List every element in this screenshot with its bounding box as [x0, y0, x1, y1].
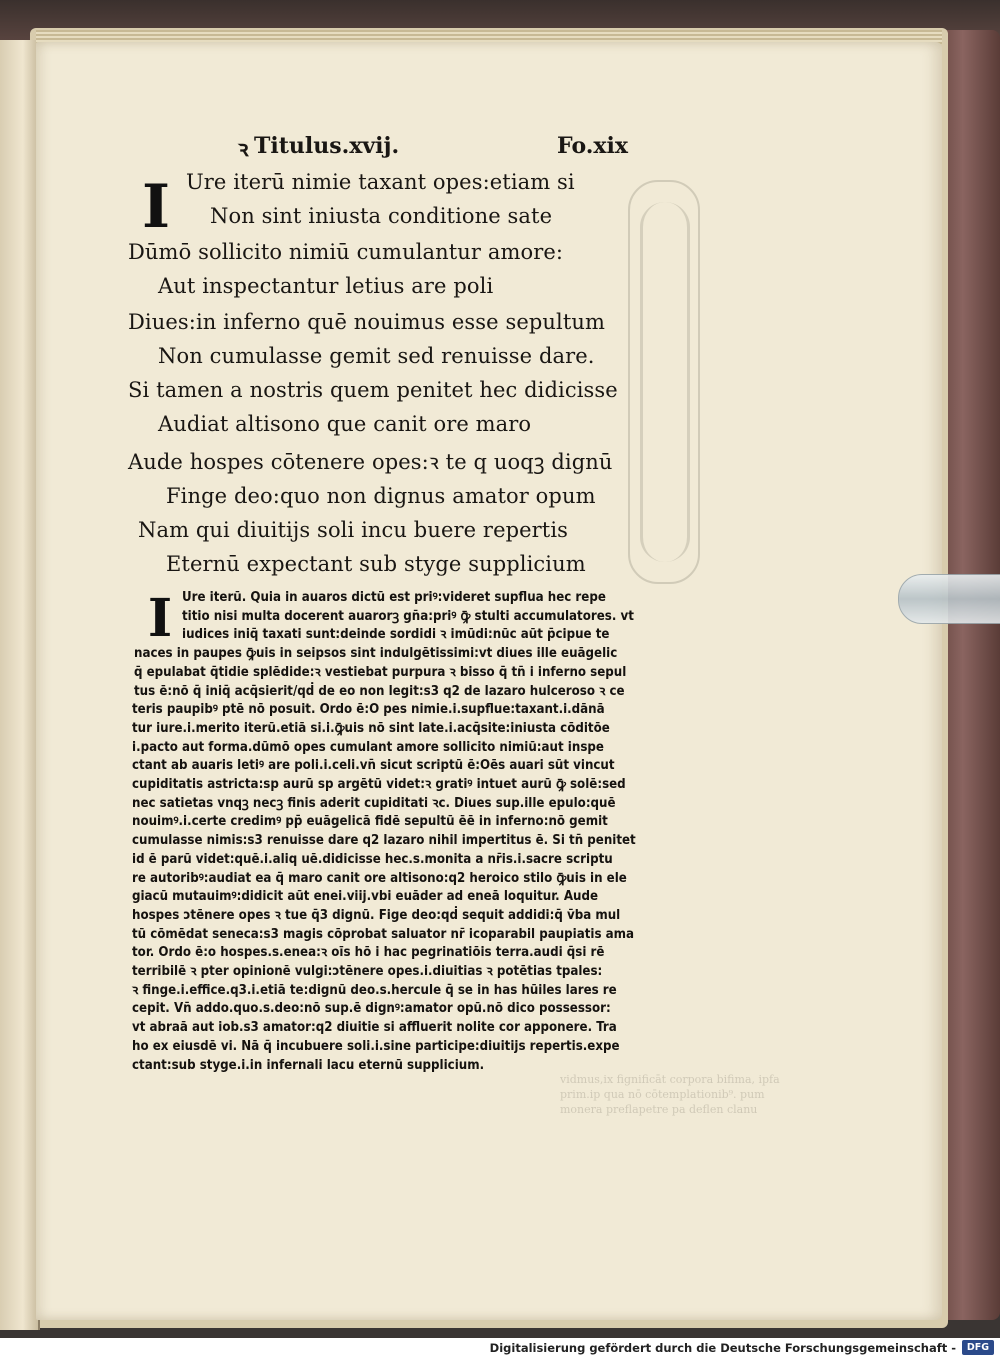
commentary-line: q̄ epulabat q̄tidie splēdide:ꝛ vestiebat purpura ꝛ bisso q̄ tn̄ i inferno sepul: [134, 664, 627, 680]
footer-bar: [0, 1338, 1000, 1358]
commentary-line: cepit. Vn̄ addo.quo.s.deo:nō sup.ē dignꝰ:amator opū.nō dico possessor:: [132, 1001, 611, 1017]
show-through-ornament: [628, 180, 700, 584]
funding-credit: Digitalisierung gefördert durch die Deutsche Forschungsgemeinschaft -: [489, 1341, 956, 1355]
show-through-line: monera preflapetre pa deflen clanu: [560, 1103, 758, 1116]
commentary-line: terribilē ꝛ pter opinionē vulgi:ɔtēnere opes.i.diuitias ꝛ potētias tpales:: [132, 964, 603, 979]
folio-number: Fo.xix: [557, 133, 628, 159]
verse-line: Aude hospes cōtenere opes:ꝛ te q uoqꝫ dignū: [128, 450, 613, 474]
dfg-logo: DFG: [962, 1340, 994, 1355]
verse-line: Eternū expectant sub styge supplicium: [166, 552, 586, 576]
verse-line: Finge deo:quo non dignus amator opum: [166, 484, 596, 508]
commentary-initial: I: [147, 588, 173, 649]
commentary-line: Ure iterū. Quia in auaros dictū est priꝰ:videret supflua hec repe: [182, 590, 606, 605]
verse-line: Non cumulasse gemit sed renuisse dare.: [158, 344, 595, 368]
page-clip: [898, 574, 1000, 624]
commentary-line: giacū mutauimꝰ:didicit aūt enei.viij.vbi euāder ad eneā loquitur. Aude: [132, 889, 598, 905]
verse-line: Dūmō sollicito nimiū cumulantur amore:: [128, 240, 564, 264]
commentary-line: nouimꝰ.i.certe credimꝰ pp̄ euāgelicā fidē sepultū ēē in inferno:nō gemit: [132, 814, 608, 830]
commentary-line: ho ex eiusdē vi. Nā q̄ incubuere soli.i.sine participe:diuitijs repertis.expe: [132, 1038, 620, 1054]
verse-line: Audiat altisono que canit ore maro: [158, 412, 532, 436]
show-through-line: prim.ip qua nō cōtemplationib⁹. pum: [560, 1088, 765, 1101]
commentary-line: naces in paupes ꝙ̄uis in seipsos sint indulgētissimi:vt diues ille euāgelic: [134, 646, 618, 662]
verse-line: Aut inspectantur letius are poli: [158, 274, 494, 298]
verse-line: Si tamen a nostris quem penitet hec didicisse: [128, 378, 618, 402]
commentary-line: hospes ɔtēnere opes ꝛ tue q̄3 dignū. Fige deo:qḋ sequit addidi:q̄ v̄ba mul: [132, 907, 621, 923]
verse-line: Nam qui diuitijs soli incu buere repertis: [138, 518, 569, 542]
commentary-line: iudices iniq̄ taxati sunt:deinde sordidi ꝛ imūdi:nūc aūt p̄cipue te: [182, 627, 610, 643]
commentary-line: id ē parū videt:quē.i.aliq uē.didicisse hec.s.monita a nr̄is.i.sacre scriptu: [132, 851, 613, 867]
commentary-line: cupiditatis astricta:sp aurū sp argētū videt:ꝛ gratiꝰ intuet aurū ꝙ̄ solē:sed: [132, 777, 626, 792]
running-header: [238, 133, 628, 163]
running-title: Titulus.xvij.: [254, 133, 400, 159]
commentary-line: tus ē:nō q̄ iniq̄ acq̄sierit/qḋ de eo non legit:s3 q2 de lazaro hulceroso ꝛ ce: [134, 683, 625, 699]
show-through-line: vidmus,ix fignificāt corpora bifima, ipfa: [560, 1073, 780, 1086]
verse-line: Ure iterū nimie taxant opes:etiam si: [186, 170, 575, 194]
verse-line: Non sint iniusta conditione sate: [210, 204, 553, 228]
commentary-line: nec satietas vnqꝫ necꝫ finis aderit cupiditati ꝛc. Diues sup.ille epulo:quē: [132, 795, 616, 811]
commentary-line: vt abraā aut iob.s3 amator:q2 diuitie si affluerit nolite cor apponere. Tra: [132, 1020, 617, 1036]
commentary-line: tor. Ordo ē:o hospes.s.enea:ꝛ oīs hō i hac pegrinatiōis terra.audi q̄si rē: [132, 945, 605, 961]
commentary-line: cumulasse nimis:s3 renuisse dare q2 lazaro nihil impertitus ē. Si tn̄ penitet: [132, 833, 636, 849]
verse-line: Diues:in inferno quē nouimus esse sepultum: [128, 310, 606, 334]
commentary-line: re autoribꝰ:audiat ea q̄ maro canit ore altisono:q2 heroico stilo ꝙ̄uis in ele: [132, 870, 627, 886]
commentary-line: ctant ab auaris letiꝰ are poli.i.celi.vn̄ sicut scriptū ē:Oēs auari sūt vincut: [132, 758, 615, 774]
left-page-edge: [0, 40, 40, 1330]
commentary-line: tū cōmēdat seneca:s3 magis cōprobat saluator nr̄ icoparabil paupiatis ama: [132, 926, 635, 942]
commentary-line: teris paupibꝰ ptē nō posuit. Ordo ē:O pes nimie.i.supflue:taxant.i.dānā: [132, 702, 605, 718]
verse-initial: I: [141, 172, 171, 242]
commentary-line: tur iure.i.merito iterū.etiā si.i.ꝙ̄uis nō sint late.i.acq̄site:iniusta cōditōe: [132, 720, 610, 736]
commentary-line: i.pacto aut forma.dūmō opes cumulant amore sollicito nimiū:aut inspe: [132, 739, 604, 755]
commentary-line: titio nisi multa docerent auarorꝫ gn̄a:priꝰ ꝙ̄ stulti accumulatores. vt: [182, 608, 634, 624]
commentary-line: ꝛ finge.i.effice.q3.i.etiā te:dignū deo.s.hercule q̄ se in has hūiles lares re: [132, 982, 617, 998]
commentary-line: ctant:sub styge.i.in infernali lacu eternū supplicium.: [132, 1057, 485, 1073]
header-mark: ꝛ: [238, 136, 249, 162]
show-through-text: [560, 1072, 800, 1124]
